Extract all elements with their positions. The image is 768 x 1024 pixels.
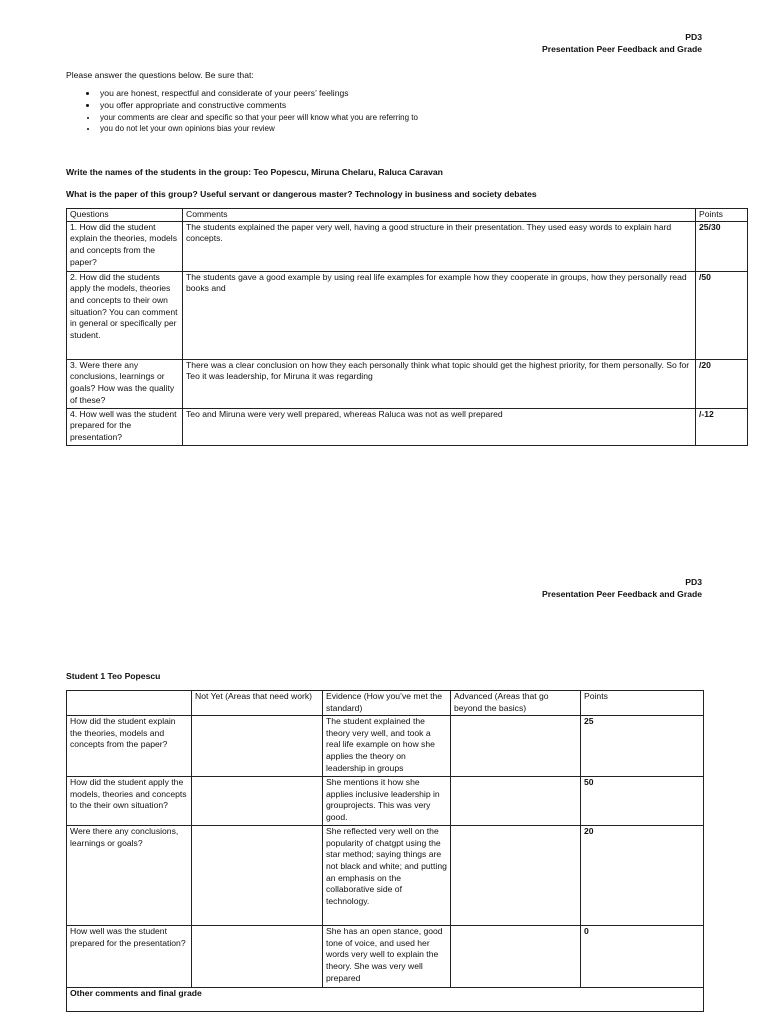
question-cell: 4. How well was the student prepared for the presentation? xyxy=(67,408,183,445)
question-cell: 2. How did the students apply the models, theories and concepts to their own situation? You can comment in general or specifically per student. xyxy=(67,271,183,359)
question-cell: 3. Were there any conclusions, learnings or goals? How was the quality of these? xyxy=(67,359,183,408)
rubric-advanced[interactable] xyxy=(451,716,581,777)
rubric-points[interactable]: 20 xyxy=(581,826,704,926)
rubric-header-not-yet: Not Yet (Areas that need work) xyxy=(192,691,323,716)
rubric-not-yet[interactable] xyxy=(192,826,323,926)
rubric-evidence[interactable]: She has an open stance, good tone of voice, and used her words very well to explain the theory. She was very well prepared xyxy=(323,926,451,988)
rubric-header-evidence: Evidence (How you’ve met the standard) xyxy=(323,691,451,716)
rubric-header-advanced: Advanced (Areas that go beyond the basics) xyxy=(451,691,581,716)
rubric-row xyxy=(67,926,704,988)
student-title: Student 1 Teo Popescu xyxy=(66,671,161,681)
rubric-footer[interactable]: Other comments and final grade xyxy=(67,988,704,1012)
page1-header-title: Presentation Peer Feedback and Grade xyxy=(542,44,702,55)
paper-line: What is the paper of this group? Useful servant or dangerous master? Technology in business and society debates xyxy=(66,189,537,199)
instructions-list xyxy=(66,88,706,134)
rubric-evidence[interactable]: The student explained the theory very well, and took a real life example on how she applies the theory on leadership in groups xyxy=(323,716,451,777)
points-cell[interactable]: /50 xyxy=(696,271,748,359)
rubric-row xyxy=(67,826,704,926)
rubric-points[interactable]: 50 xyxy=(581,777,704,826)
rubric-header-row xyxy=(67,691,704,716)
rubric-question: How well was the student prepared for the presentation? xyxy=(67,926,192,988)
header-comments: Comments xyxy=(183,209,696,222)
rubric-evidence[interactable]: She reflected very well on the popularity of chatgpt using the star method; saying things are not black and white; and putting an emphasis on the collaborative side of technology. xyxy=(323,826,451,926)
rubric-advanced[interactable] xyxy=(451,777,581,826)
points-cell[interactable]: /20 xyxy=(696,359,748,408)
rubric-question: Were there any conclusions, learnings or goals? xyxy=(67,826,192,926)
rubric-row xyxy=(67,716,704,777)
rubric-not-yet[interactable] xyxy=(192,716,323,777)
instruction-bullet: • you are honest, respectful and considerate of your peers’ feelings xyxy=(98,88,706,100)
table-header-row xyxy=(67,209,748,222)
question-cell: 1. How did the student explain the theories, models and concepts from the paper? xyxy=(67,221,183,271)
comment-cell[interactable]: There was a clear conclusion on how they each personally think what topic should get the highest priority, for them personally. So for Teo it was leadership, for Miruna it was regarding xyxy=(183,359,696,408)
rubric-table xyxy=(66,690,704,1012)
instruction-bullet: • you do not let your own opinions bias your review xyxy=(98,123,706,134)
header-points: Points xyxy=(696,209,748,222)
page1-header xyxy=(542,31,702,56)
feedback-table xyxy=(66,208,748,446)
rubric-question: How did the student explain the theories, models and concepts from the paper? xyxy=(67,716,192,777)
header-questions: Questions xyxy=(67,209,183,222)
instruction-bullet: • you offer appropriate and constructive comments xyxy=(98,100,706,112)
page2-header-title: Presentation Peer Feedback and Grade xyxy=(542,589,702,600)
comment-cell[interactable]: Teo and Miruna were very well prepared, whereas Raluca was not as well prepared xyxy=(183,408,696,445)
points-cell[interactable]: /-12 xyxy=(696,408,748,445)
page2-header xyxy=(542,576,702,601)
page1-header-code: PD3 xyxy=(685,32,702,42)
table-row xyxy=(67,408,748,445)
rubric-header-points: Points xyxy=(581,691,704,716)
rubric-evidence[interactable]: She mentions it how she applies inclusive leadership in grouprojects. This was very good. xyxy=(323,777,451,826)
rubric-points[interactable]: 0 xyxy=(581,926,704,988)
rubric-header-blank xyxy=(67,691,192,716)
instructions-text: Please answer the questions below. Be sure that: xyxy=(66,70,254,80)
instruction-bullet: • your comments are clear and specific so that your peer will know what you are referring to xyxy=(98,112,706,123)
comment-cell[interactable]: The students gave a good example by using real life examples for example how they cooperate in groups, how they personally read books and xyxy=(183,271,696,359)
table-row xyxy=(67,271,748,359)
rubric-advanced[interactable] xyxy=(451,826,581,926)
rubric-not-yet[interactable] xyxy=(192,777,323,826)
table-row xyxy=(67,221,748,271)
rubric-row xyxy=(67,777,704,826)
points-cell[interactable]: 25/30 xyxy=(696,221,748,271)
rubric-footer-row xyxy=(67,988,704,1012)
instructions-block xyxy=(66,70,706,134)
comment-cell[interactable]: The students explained the paper very well, having a good structure in their presentation. They used easy words to explain hard concepts. xyxy=(183,221,696,271)
rubric-question: How did the student apply the models, theories and concepts to the their own situation? xyxy=(67,777,192,826)
group-names-line: Write the names of the students in the group: Teo Popescu, Miruna Chelaru, Raluca Caravan xyxy=(66,167,443,177)
page2-header-code: PD3 xyxy=(685,577,702,587)
rubric-not-yet[interactable] xyxy=(192,926,323,988)
table-row xyxy=(67,359,748,408)
rubric-advanced[interactable] xyxy=(451,926,581,988)
rubric-points[interactable]: 25 xyxy=(581,716,704,777)
